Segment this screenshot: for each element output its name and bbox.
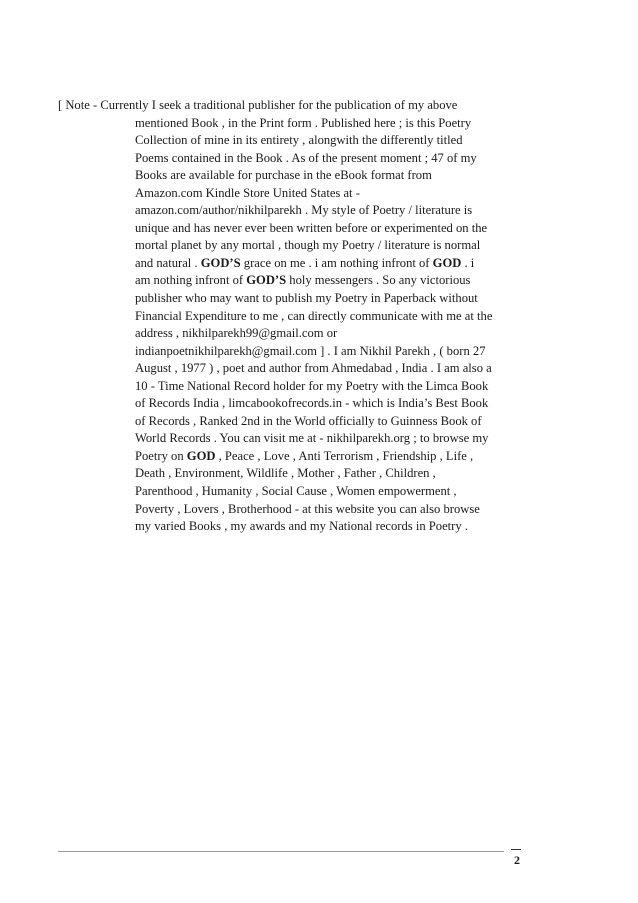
note-line [58, 97, 528, 115]
note-line [58, 378, 528, 396]
line-text: grace on me . i am nothing infront of [240, 255, 433, 270]
line-text: Poems contained in the Book . As of the present moment ; 47 of my [135, 150, 477, 165]
footer-divider [58, 851, 504, 852]
page-number: 2 [514, 853, 520, 867]
bold-word: GOD’S [246, 273, 287, 288]
line-text: [ Note - Currently I seek a traditional publisher for the publication of my above [58, 98, 458, 112]
line-text: unique and has never ever been written before or experimented on the [135, 220, 488, 235]
line-text: Books are available for purchase in the eBook format from [135, 168, 432, 183]
note-line [58, 272, 528, 290]
note-line [58, 255, 528, 273]
line-text: my varied Books , my awards and my National records in Poetry . [135, 519, 468, 534]
line-text: 10 - Time National Record holder for my Poetry with the Limca Book [135, 378, 489, 393]
note-line [58, 237, 528, 255]
note-line [58, 360, 528, 378]
line-text: Financial Expenditure to me , can directly communicate with me at the [135, 308, 493, 323]
note-paragraph [58, 97, 528, 536]
note-line [58, 448, 528, 466]
line-text: indianpoetnikhilparekh@gmail.com ] . I am Nikhil Parekh , ( born 27 [135, 343, 486, 358]
line-text: of Records India , limcabookofrecords.in - which is India’s Best Book [135, 396, 489, 411]
bold-word: GOD’S [200, 255, 241, 270]
page-number-mark [511, 849, 521, 850]
note-line [58, 343, 528, 361]
line-text: Poetry on [135, 448, 187, 463]
line-text: mortal planet by any mortal , though my Poetry / literature is normal [135, 238, 481, 253]
line-text: and natural . [135, 255, 201, 270]
line-text: Collection of mine in its entirety , alongwith the differently titled [135, 133, 463, 148]
note-line [58, 308, 528, 326]
note-line [58, 483, 528, 501]
note-line [58, 167, 528, 185]
note-line [58, 465, 528, 483]
note-line [58, 395, 528, 413]
note-line [58, 501, 528, 519]
note-line [58, 132, 528, 150]
note-line [58, 115, 528, 133]
note-line [58, 325, 528, 343]
bold-word: GOD [432, 255, 462, 270]
line-text: address , nikhilparekh99@gmail.com or [135, 326, 338, 341]
note-line [58, 290, 528, 308]
line-text: of Records , Ranked 2nd in the World officially to Guinness Book of [135, 413, 482, 428]
line-text: August , 1977 ) , poet and author from Ahmedabad , India . I am also a [135, 361, 492, 376]
line-text: Poverty , Lovers , Brotherhood - at this website you can also browse [135, 501, 480, 516]
note-line [58, 150, 528, 168]
note-line [58, 202, 528, 220]
line-text: Amazon.com Kindle Store United States at - [135, 185, 360, 200]
line-text: publisher who may want to publish my Poetry in Paperback without [135, 291, 478, 306]
line-text: , Peace , Love , Anti Terrorism , Friendship , Life , [215, 448, 474, 463]
line-text: Death , Environment, Wildlife , Mother , Father , Children , [135, 466, 436, 481]
line-text: amazon.com/author/nikhilparekh . My style of Poetry / literature is [135, 203, 473, 218]
note-line [58, 220, 528, 238]
note-line [58, 185, 528, 203]
line-text: am nothing infront of [135, 273, 247, 288]
line-text: mentioned Book , in the Print form . Published here ; is this Poetry [135, 115, 472, 130]
line-text: holy messengers . So any victorious [286, 273, 471, 288]
bold-word: GOD [186, 448, 216, 463]
note-line [58, 430, 528, 448]
line-text: World Records . You can visit me at - nikhilparekh.org ; to browse my [135, 431, 489, 446]
note-line [58, 413, 528, 431]
line-text: Parenthood , Humanity , Social Cause , Women empowerment , [135, 484, 457, 499]
note-line [58, 518, 528, 536]
line-text: . i [461, 255, 475, 270]
